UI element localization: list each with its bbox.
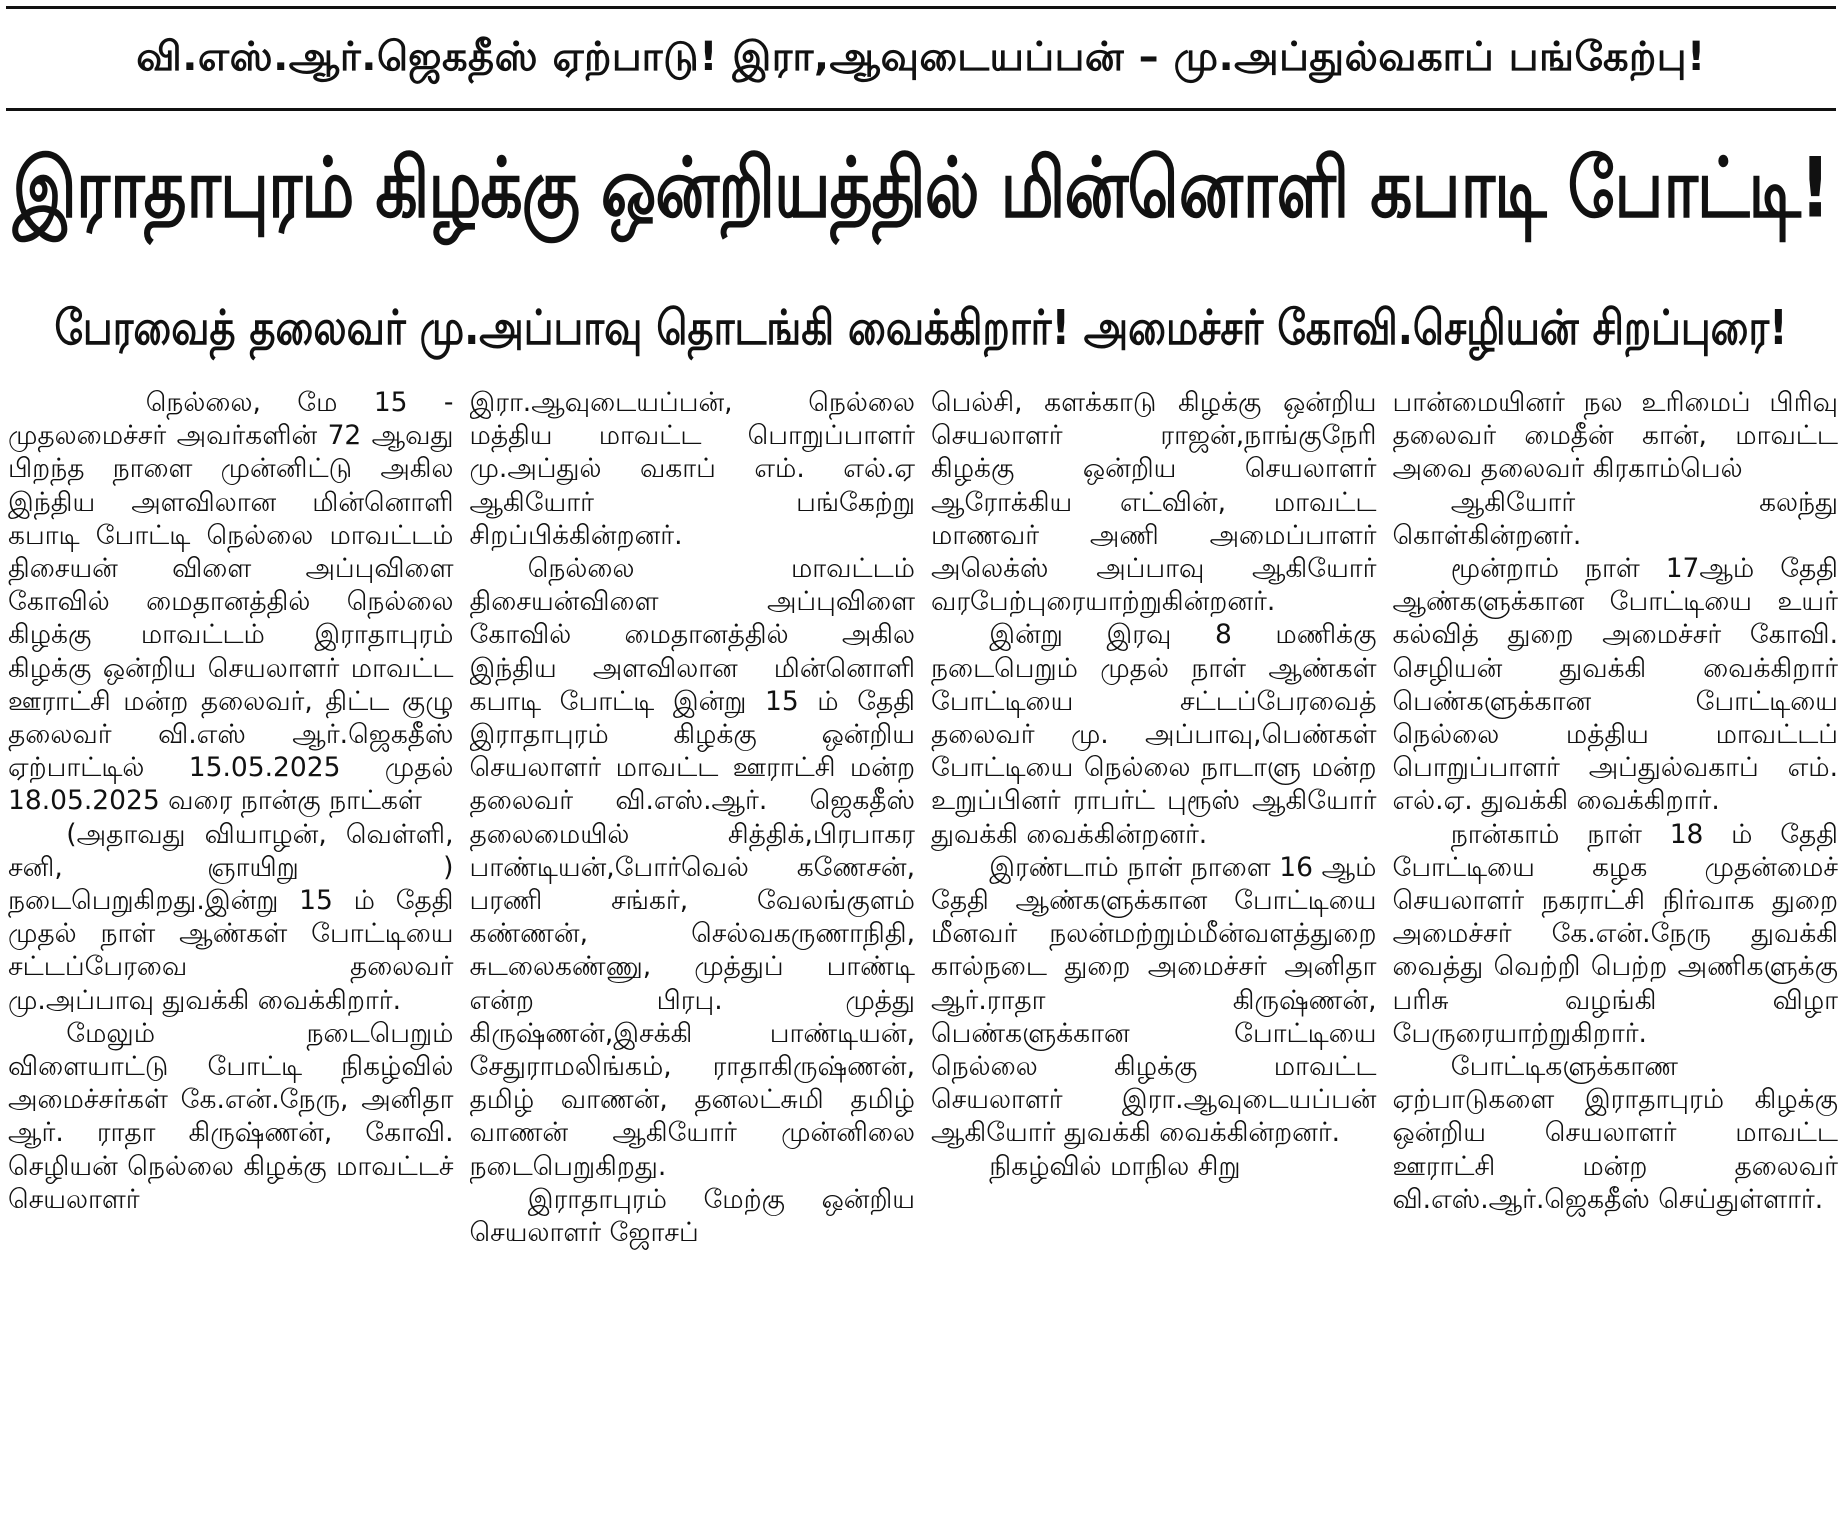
kicker-line: வி.எஸ்.ஆர்.ஜெகதீஸ் ஏற்பாடு! இரா,ஆவுடையப்பன் – மு.அப்துல்வகாப் பங்கேற்பு! xyxy=(136,33,1706,80)
paragraph: போட்டிகளுக்காண ஏற்பாடுகளை இராதாபுரம் கிழக்கு ஒன்றிய செயலாளர் மாவட்ட ஊராட்சி மன்ற தலைவர் வி.எஸ்.ஆர்.ஜெகதீஸ் செய்துள்ளார். xyxy=(1392,1051,1838,1215)
paragraph: நெல்லை, மே 15 - முதலமைச்சர் அவர்களின் 72 ஆவது பிறந்த நாளை முன்னிட்டு அகில இந்திய அளவிலான மின்னொளி கபாடி போட்டி நெல்லை மாவட்டம் திசையன் விளை அப்புவிளை கோவில் மைதானத்தில் நெல்லை கிழக்கு மாவட்டம் இராதாபுரம் கிழக்கு ஒன்றிய செயலாளர் மாவட்ட ஊராட்சி மன்ற தலைவர், திட்ட குழு தலைவர் வி.எஸ் ஆர்.ஜெகதீஸ் ஏற்பாட்டில் 15.05.2025 முதல் 18.05.2025 வரை நான்கு நாட்கள் xyxy=(8,387,454,817)
paragraph: மேலும் நடைபெறும் விளையாட்டு போட்டி நிகழ்வில் அமைச்சர்கள் கே.என்.நேரு, அனிதா ஆர். ராதா கிருஷ்ணன், கோவி. செழியன் நெல்லை கிழக்கு மாவட்டச் செயலாளர் xyxy=(8,1017,454,1215)
paragraph: ஆகியோர் கலந்து கொள்கின்றனர். xyxy=(1392,486,1838,551)
article-column-2 xyxy=(470,386,916,1522)
paragraph: நெல்லை மாவட்டம் திசையன்விளை அப்புவிளை கோவில் மைதானத்தில் அகில இந்திய அளவிலான மின்னொளி கபாடி போட்டி இன்று 15 ம் தேதி இராதாபுரம் கிழக்கு ஒன்றிய செயலாளர் மாவட்ட ஊராட்சி மன்ற தலைவர் வி.எஸ்.ஆர். ஜெகதீஸ் தலைமையில் சித்திக்,பிரபாகர பாண்டியன்,போர்வெல் கணேசன், பரணி சங்கர், வேலங்குளம் கண்ணன், செல்வகருணாநிதி, சுடலைகண்ணு, முத்துப் பாண்டி என்ற பிரபு. முத்து கிருஷ்ணன்,இசக்கி பாண்டியன், சேதுராமலிங்கம், ராதாகிருஷ்ணன், தமிழ் வாணன், தனலட்சுமி தமிழ் வாணன் ஆகியோர் முன்னிலை நடைபெறுகிறது. xyxy=(469,553,915,1182)
top-rule xyxy=(6,6,1836,9)
article-column-1 xyxy=(8,386,454,1522)
paragraph: இன்று இரவு 8 மணிக்கு நடைபெறும் முதல் நாள் ஆண்கள் போட்டியை சட்டப்பேரவைத் தலைவர் மு. அப்பாவு,பெண்கள் போட்டியை நெல்லை நாடாளு மன்ற உறுப்பினர் ராபர்ட் புரூஸ் ஆகியோர் துவக்கி வைக்கின்றனர். xyxy=(931,619,1377,850)
paragraph: நான்காம் நாள் 18 ம் தேதி போட்டியை கழக முதன்மைச் செயலாளர் நகராட்சி நிர்வாக துறை அமைச்சர் கே.என்.நேரு துவக்கி வைத்து வெற்றி பெற்ற அணிகளுக்கு பரிசு வழங்கி விழா பேருரையாற்றுகிறார். xyxy=(1392,818,1838,1049)
paragraph: பெல்சி, களக்காடு கிழக்கு ஒன்றிய செயலாளர் ராஜன்,நாங்குநேரி கிழக்கு ஒன்றிய செயலாளர் ஆரோக்கிய எட்வின், மாவட்ட மாணவர் அணி அமைப்பாளர் அலெக்ஸ் அப்பாவு ஆகியோர் வரபேற்புரையாற்றுகின்றனர். xyxy=(931,387,1377,618)
article-body xyxy=(8,386,1838,1522)
article-column-3 xyxy=(931,386,1377,1522)
headline: இராதாபுரம் கிழக்கு ஒன்றியத்தில் மின்னொளி கபாடி போட்டி! xyxy=(12,140,1830,237)
subheadline: பேரவைத் தலைவர் மு.அப்பாவு தொடங்கி வைக்கிறார்! அமைச்சர் கோவி.செழியன் சிறப்புரை! xyxy=(54,300,1788,356)
paragraph: நிகழ்வில் மாநில சிறு xyxy=(989,1150,1241,1182)
paragraph: இராதாபுரம் மேற்கு ஒன்றிய செயலாளர் ஜோசப் xyxy=(469,1183,915,1249)
article-column-4 xyxy=(1393,386,1839,1522)
paragraph: மூன்றாம் நாள் 17ஆம் தேதி ஆண்களுக்கான போட்டியை உயர் கல்வித் துறை அமைச்சர் கோவி. செழியன் துவக்கி வைக்கிறார் பெண்களுக்கான போட்டியை நெல்லை மத்திய மாவட்டப் பொறுப்பாளர் அப்துல்வகாப் எம். எல்.ஏ. துவக்கி வைக்கிறார். xyxy=(1392,553,1838,817)
paragraph: பான்மையினர் நல உரிமைப் பிரிவு தலைவர் மைதீன் கான், மாவட்ட அவை தலைவர் கிரகாம்பெல் xyxy=(1392,387,1838,485)
paragraph: (அதாவது வியாழன், வெள்ளி, சனி, ஞாயிறு ) நடைபெறுகிறது.இன்று 15 ம் தேதி முதல் நாள் ஆண்கள் போட்டியை சட்டப்பேரவை தலைவர் மு.அப்பாவு துவக்கி வைக்கிறார். xyxy=(8,818,454,1016)
paragraph: இரண்டாம் நாள் நாளை 16 ஆம் தேதி ஆண்களுக்கான போட்டியை மீனவர் நலன்மற்றும்மீன்வளத்துறை கால்நடை துறை அமைச்சர் அனிதா ஆர்.ராதா கிருஷ்ணன், பெண்களுக்கான போட்டியை நெல்லை கிழக்கு மாவட்ட செயலாளர் இரா.ஆவுடையப்பன் ஆகியோர் துவக்கி வைக்கின்றனர். xyxy=(931,851,1377,1149)
paragraph: இரா.ஆவுடையப்பன், நெல்லை மத்திய மாவட்ட பொறுப்பாளர் மு.அப்துல் வகாப் எம். எல்.ஏ ஆகியோர் பங்கேற்று சிறப்பிக்கின்றனர். xyxy=(469,387,915,551)
